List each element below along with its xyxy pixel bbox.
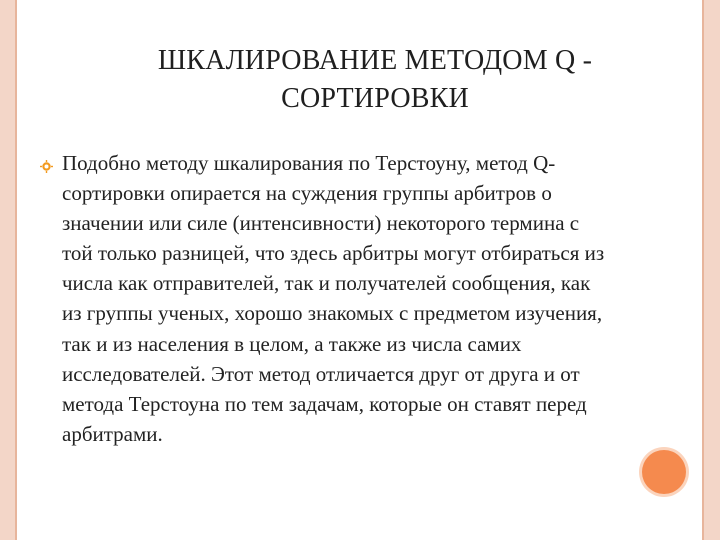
paragraph-line: Подобно методу шкалирования по Терстоуну, метод Q- xyxy=(62,151,556,175)
slide-title-line: СОРТИРОВКИ xyxy=(281,83,469,114)
paragraph-line: арбитрами. xyxy=(62,421,163,446)
paragraph-line: так и из населения в целом, а также из числа самих xyxy=(62,331,522,356)
paragraph-line: исследователей. Этот метод отличается друг от друга и от xyxy=(62,361,580,386)
sun-bullet-icon xyxy=(40,160,53,173)
paragraph-line: метода Терстоуна по тем задачам, которые он ставят перед xyxy=(62,391,587,416)
slide-border-right xyxy=(702,0,704,540)
paragraph-line: той только разницей, что здесь арбитры могут отбираться из xyxy=(62,241,605,266)
paragraph-line: значении или силе (интенсивности) некоторого термина с xyxy=(62,211,580,236)
paragraph-line: из группы ученых, хорошо знакомых с предметом изучения, xyxy=(62,301,603,326)
slide-title-line: ШКАЛИРОВАНИЕ МЕТОДОМ Q - xyxy=(157,45,593,76)
paragraph-line: числа как отправителей, так и получателей сообщения, как xyxy=(62,271,591,296)
paragraph-line: сортировки опирается на суждения группы арбитров о xyxy=(62,181,552,206)
slide-border-left xyxy=(15,0,17,540)
decorative-circle xyxy=(642,450,686,494)
bullet-paragraph xyxy=(62,148,692,449)
slide-title xyxy=(70,42,680,118)
